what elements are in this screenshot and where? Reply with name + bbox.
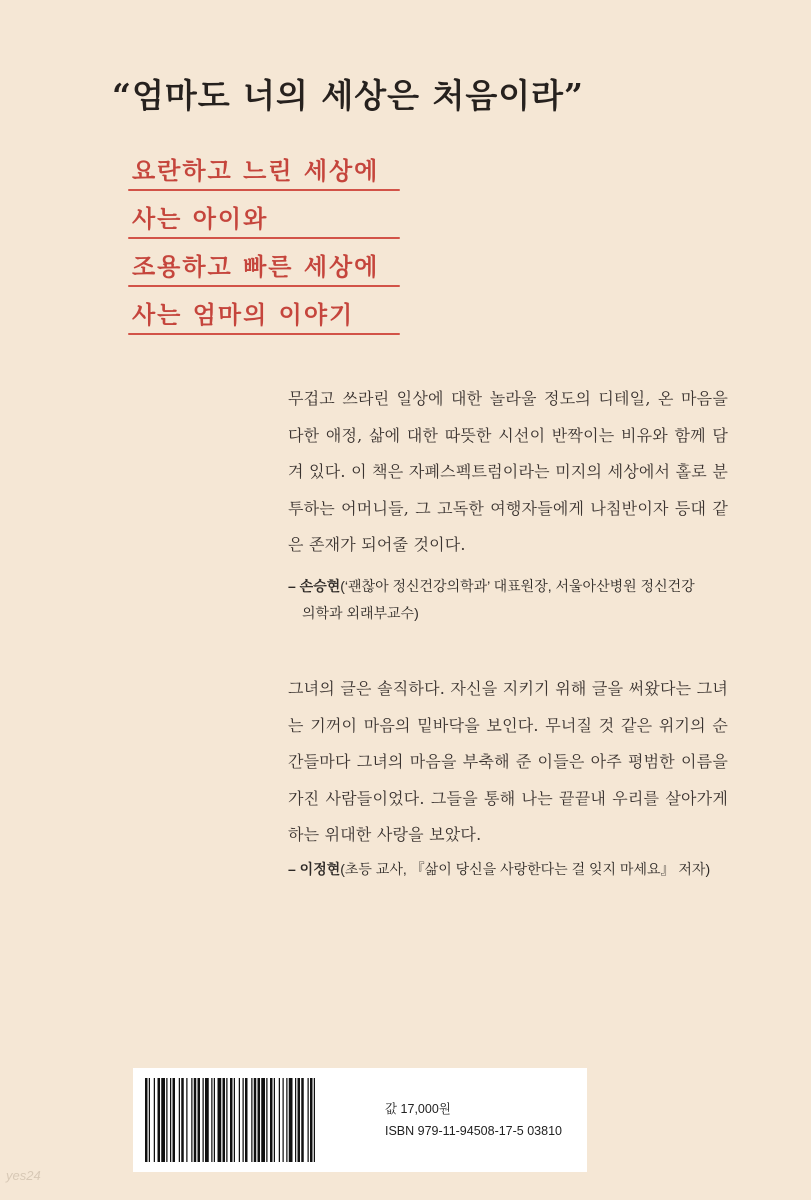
review-attribution xyxy=(288,573,728,627)
tagline-line xyxy=(128,287,400,335)
tagline xyxy=(128,143,400,335)
review-text: 그녀의 글은 솔직하다. 자신을 지키기 위해 글을 써왔다는 그녀는 기꺼이 마음의 밑바닥을 보인다. 무너질 것 같은 위기의 순간들마다 그녀의 마음을 부축해 준 이들은 아주 평범한 이름을 가진 사람들이었다. 그들을 통해 나는 끝끝내 우리를 살아가게 하는 위대한 사랑을 보았다. xyxy=(288,679,728,844)
review-text: 무겁고 쓰라린 일상에 대한 놀라울 정도의 디테일, 온 마음을 다한 애정, 삶에 대한 따뜻한 시선이 반짝이는 비유와 함께 담겨 있다. 이 책은 자폐스펙트럼이라는 미지의 세상에서 홀로 분투하는 어머니들, 그 고독한 여행자들에게 나침반이자 등대 같은 존재가 되어줄 것이다. xyxy=(288,389,728,554)
tagline-text: 요란하고 느린 세상에 xyxy=(132,156,380,185)
reviewer-credit-continued: 의학과 외래부교수) xyxy=(302,605,419,621)
watermark-logo: yes24 xyxy=(6,1168,41,1183)
tagline-text: 사는 엄마의 이야기 xyxy=(132,300,355,329)
tagline-underline xyxy=(128,333,400,335)
tagline-text: 사는 아이와 xyxy=(132,204,269,233)
isbn-text: ISBN 979-11-94508-17-5 03810 xyxy=(385,1124,562,1138)
barcode-label xyxy=(133,1068,587,1172)
tagline-line xyxy=(128,143,400,191)
tagline-line xyxy=(128,191,400,239)
reviewer-credit: (‘괜찮아 정신건강의학과’ 대표원장, 서울아산병원 정신건강 xyxy=(340,578,695,594)
book-title-quote: “엄마도 너의 세상은 처음이라” xyxy=(112,76,584,115)
reviewer-name: – 손승현 xyxy=(288,578,341,594)
barcode-image xyxy=(145,1078,363,1162)
tagline-text: 조용하고 빠른 세상에 xyxy=(132,252,380,281)
reviewer-name: – 이정현 xyxy=(288,861,341,877)
tagline-line xyxy=(128,239,400,287)
price-info xyxy=(385,1098,562,1142)
reviewer-credit: (초등 교사, 『삶이 당신을 사랑한다는 걸 잊지 마세요』 저자) xyxy=(340,861,711,877)
price-text: 값 17,000원 xyxy=(385,1102,451,1116)
review-attribution xyxy=(288,856,728,883)
